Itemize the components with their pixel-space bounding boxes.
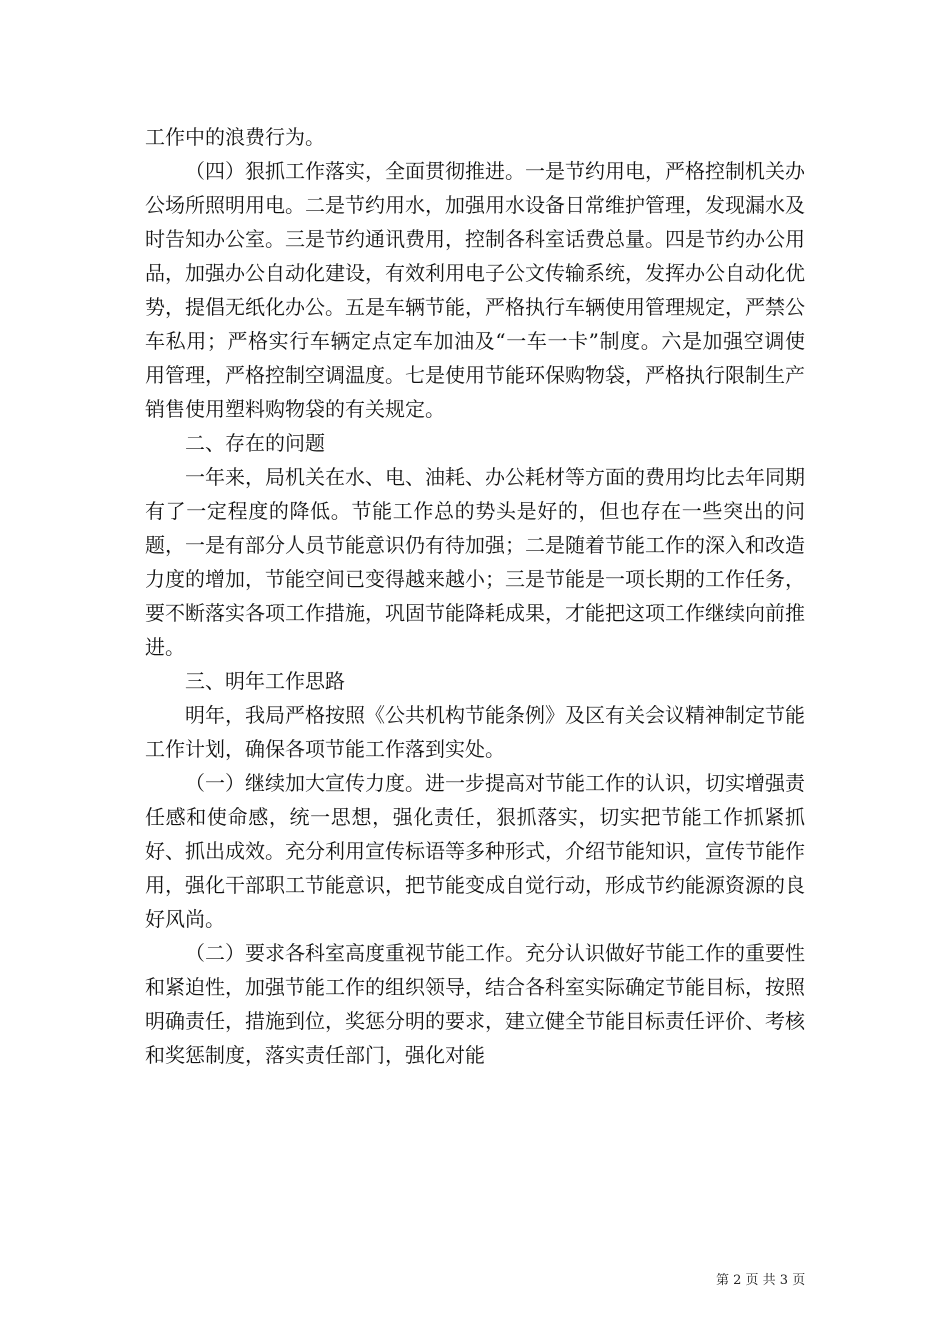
paragraph-next-year-intro: 明年，我局严格按照《公共机构节能条例》及区有关会议精神制定节能工作计划，确保各项节能工作落到实处。 xyxy=(145,703,805,761)
page-number-footer: 第 2 页 共 3 页 xyxy=(716,1273,806,1288)
paragraph-plan-one: （一）继续加大宣传力度。进一步提高对节能工作的认识，切实增强责任感和使命感，统一思想，强化责任，狠抓落实，切实把节能工作抓紧抓好、抓出成效。充分利用宣传标语等多种形式，介绍节能知识，宣传节能作用，强化干部职工节能意识，把节能变成自觉行动，形成节约能源资源的良好风尚。 xyxy=(145,771,805,931)
document-body xyxy=(145,120,805,1072)
paragraph-problems: 一年来，局机关在水、电、油耗、办公耗材等方面的费用均比去年同期有了一定程度的降低。节能工作总的势头是好的，但也存在一些突出的问题，一是有部分人员节能意识仍有待加强；二是随着节能工作的深入和改造力度的增加，节能空间已变得越来越小；三是节能是一项长期的工作任务，要不断落实各项工作措施，巩固节能降耗成果，才能把这项工作继续向前推进。 xyxy=(145,465,805,659)
paragraph-section-four: （四）狠抓工作落实，全面贯彻推进。一是节约用电，严格控制机关办公场所照明用电。二是节约用水，加强用水设备日常维护管理，发现漏水及时告知办公室。三是节约通讯费用，控制各科室话费总量。四是节约办公用品，加强办公自动化建设，有效利用电子公文传输系统，发挥办公自动化优势，提倡无纸化办公。五是车辆节能，严格执行车辆使用管理规定，严禁公车私用；严格实行车辆定点定车加油及“一车一卡”制度。六是加强空调使用管理，严格控制空调温度。七是使用节能环保购物袋，严格执行限制生产销售使用塑料购物袋的有关规定。 xyxy=(145,159,805,421)
paragraph-continuation: 工作中的浪费行为。 xyxy=(145,125,325,149)
paragraph-plan-two: （二）要求各科室高度重视节能工作。充分认识做好节能工作的重要性和紧迫性，加强节能工作的组织领导，结合各科室实际确定节能目标，按照明确责任，措施到位，奖惩分明的要求，建立健全节能目标责任评价、考核和奖惩制度，落实责任部门，强化对能 xyxy=(145,941,805,1067)
heading-next-year-plan: 三、明年工作思路 xyxy=(185,669,345,693)
heading-existing-problems: 二、存在的问题 xyxy=(185,431,325,455)
